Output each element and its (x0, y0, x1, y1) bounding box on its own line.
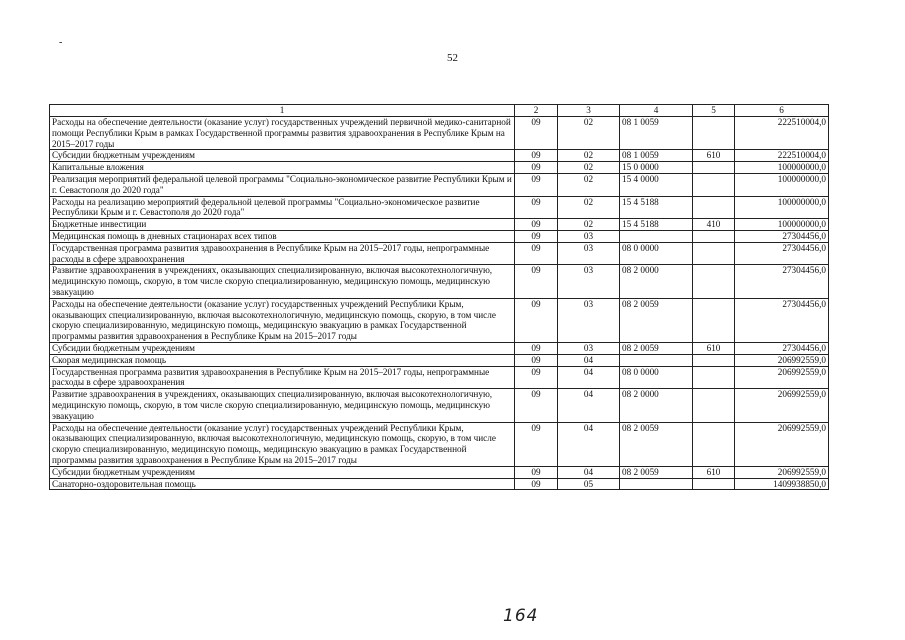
table-row (50, 342, 829, 354)
row-expense-type (693, 265, 735, 298)
row-expense-type (693, 196, 735, 219)
row-expense-type (693, 354, 735, 366)
row-expense-type: 610 (693, 466, 735, 478)
row-subsection: 04 (558, 389, 620, 422)
table-row (50, 219, 829, 231)
row-expense-type: 410 (693, 219, 735, 231)
page-number: 52 (447, 52, 458, 64)
table-row (50, 366, 829, 389)
table-body (50, 117, 829, 490)
header-col-4: 4 (620, 105, 693, 117)
row-target-article: 08 2 0059 (620, 342, 693, 354)
row-target-article: 15 4 5188 (620, 196, 693, 219)
header-col-1: 1 (50, 105, 515, 117)
row-amount: 206992559,0 (735, 354, 829, 366)
row-target-article: 08 0 0000 (620, 242, 693, 265)
row-amount: 1409938850,0 (735, 478, 829, 490)
row-expense-type (693, 389, 735, 422)
row-expense-type: 610 (693, 342, 735, 354)
table-header-row (50, 105, 829, 117)
row-target-article: 08 1 0059 (620, 117, 693, 150)
row-section: 09 (515, 242, 558, 265)
table-row (50, 478, 829, 490)
row-target-article: 15 4 0000 (620, 173, 693, 196)
table-row (50, 230, 829, 242)
row-amount: 222510004,0 (735, 150, 829, 162)
row-name: Реализация мероприятий федеральной целевой программы "Социально-экономическое развитие Республики Крым и г. Севастополя до 2020 года" (50, 173, 515, 196)
row-name: Санаторно-оздоровительная помощь (50, 478, 515, 490)
row-name: Субсидии бюджетным учреждениям (50, 466, 515, 478)
row-name: Бюджетные инвестиции (50, 219, 515, 231)
row-section: 09 (515, 162, 558, 174)
table-row (50, 389, 829, 422)
row-name: Государственная программа развития здравоохранения в Республике Крым на 2015–2017 годы, непрограммные расходы в сфере здравоохранения (50, 242, 515, 265)
row-name: Государственная программа развития здравоохранения в Республике Крым на 2015–2017 годы, непрограммные расходы в сфере здравоохранения (50, 366, 515, 389)
row-target-article: 08 2 0000 (620, 389, 693, 422)
row-target-article: 08 0 0000 (620, 366, 693, 389)
row-subsection: 02 (558, 150, 620, 162)
row-subsection: 03 (558, 242, 620, 265)
budget-table (49, 104, 829, 490)
row-subsection: 02 (558, 117, 620, 150)
row-amount: 100000000,0 (735, 196, 829, 219)
row-amount: 27304456,0 (735, 230, 829, 242)
row-expense-type (693, 242, 735, 265)
row-amount: 27304456,0 (735, 298, 829, 342)
row-section: 09 (515, 298, 558, 342)
row-expense-type: 610 (693, 150, 735, 162)
row-subsection: 04 (558, 422, 620, 466)
row-target-article (620, 478, 693, 490)
row-name: Расходы на обеспечение деятельности (оказание услуг) государственных учреждений Республики Крым, оказывающих специализированную, включая высокотехнологичную, медицинскую помощь, скорую, в том числе скорую специализированную, медицинскую помощь, медицинскую эвакуацию в рамках Государственной программы развития здравоохранения в Республике Крым на 2015–2017 годы (50, 422, 515, 466)
row-amount: 100000000,0 (735, 219, 829, 231)
row-name: Развитие здравоохранения в учреждениях, оказывающих специализированную, включая высокотехнологичную, медицинскую помощь, скорую, в том числе скорую специализированную, медицинскую помощь, медицинскую эвакуацию (50, 389, 515, 422)
row-expense-type (693, 478, 735, 490)
row-section: 09 (515, 389, 558, 422)
row-amount: 27304456,0 (735, 265, 829, 298)
row-section: 09 (515, 466, 558, 478)
row-target-article: 08 2 0059 (620, 466, 693, 478)
row-section: 09 (515, 478, 558, 490)
row-name: Субсидии бюджетным учреждениям (50, 342, 515, 354)
row-expense-type (693, 173, 735, 196)
row-subsection: 03 (558, 342, 620, 354)
row-section: 09 (515, 230, 558, 242)
table-row (50, 196, 829, 219)
row-subsection: 05 (558, 478, 620, 490)
row-section: 09 (515, 366, 558, 389)
table-row (50, 242, 829, 265)
row-section: 09 (515, 354, 558, 366)
handwritten-page-number: 164 (503, 606, 539, 626)
row-target-article: 15 0 0000 (620, 162, 693, 174)
row-amount: 206992559,0 (735, 422, 829, 466)
row-expense-type (693, 366, 735, 389)
row-subsection: 04 (558, 466, 620, 478)
table-row (50, 173, 829, 196)
row-expense-type (693, 298, 735, 342)
row-section: 09 (515, 219, 558, 231)
row-subsection: 03 (558, 298, 620, 342)
table-row (50, 265, 829, 298)
row-target-article: 08 2 0059 (620, 298, 693, 342)
row-amount: 206992559,0 (735, 366, 829, 389)
row-section: 09 (515, 196, 558, 219)
row-amount: 206992559,0 (735, 466, 829, 478)
row-name: Расходы на обеспечение деятельности (оказание услуг) государственных учреждений Республики Крым, оказывающих специализированную, включая высокотехнологичную, медицинскую помощь, скорую, в том числе скорую специализированную, медицинскую помощь, медицинскую эвакуацию в рамках Государственной программы развития здравоохранения в Республике Крым на 2015–2017 годы (50, 298, 515, 342)
row-subsection: 03 (558, 230, 620, 242)
row-amount: 222510004,0 (735, 117, 829, 150)
table-row (50, 150, 829, 162)
row-subsection: 02 (558, 219, 620, 231)
row-name: Капитальные вложения (50, 162, 515, 174)
row-expense-type (693, 230, 735, 242)
row-target-article: 15 4 5188 (620, 219, 693, 231)
row-target-article: 08 1 0059 (620, 150, 693, 162)
row-section: 09 (515, 150, 558, 162)
table-row (50, 298, 829, 342)
row-name: Субсидии бюджетным учреждениям (50, 150, 515, 162)
row-section: 09 (515, 173, 558, 196)
row-section: 09 (515, 422, 558, 466)
row-name: Расходы на обеспечение деятельности (оказание услуг) государственных учреждений первичной медико-санитарной помощи Республики Крым в рамках Государственной программы развития здравоохранения в Республике Крым на 2015–2017 годы (50, 117, 515, 150)
row-subsection: 04 (558, 366, 620, 389)
row-target-article (620, 354, 693, 366)
row-amount: 100000000,0 (735, 162, 829, 174)
table-row (50, 117, 829, 150)
row-amount: 27304456,0 (735, 342, 829, 354)
row-target-article (620, 230, 693, 242)
corner-mark: - (59, 37, 63, 48)
row-expense-type (693, 117, 735, 150)
row-amount: 100000000,0 (735, 173, 829, 196)
row-expense-type (693, 422, 735, 466)
row-name: Медицинская помощь в дневных стационарах всех типов (50, 230, 515, 242)
header-col-2: 2 (515, 105, 558, 117)
row-section: 09 (515, 265, 558, 298)
row-name: Скорая медицинская помощь (50, 354, 515, 366)
row-expense-type (693, 162, 735, 174)
row-subsection: 02 (558, 173, 620, 196)
header-col-6: 6 (735, 105, 829, 117)
row-subsection: 02 (558, 196, 620, 219)
row-name: Расходы на реализацию мероприятий федеральной целевой программы "Социально-экономическое развитие Республики Крым и г. Севастополя до 2020 года" (50, 196, 515, 219)
table-row (50, 422, 829, 466)
row-amount: 27304456,0 (735, 242, 829, 265)
row-section: 09 (515, 117, 558, 150)
table-row (50, 162, 829, 174)
row-name: Развитие здравоохранения в учреждениях, оказывающих специализированную, включая высокотехнологичную, медицинскую помощь, скорую, в том числе скорую специализированную, медицинскую помощь, медицинскую эвакуацию (50, 265, 515, 298)
row-target-article: 08 2 0059 (620, 422, 693, 466)
row-amount: 206992559,0 (735, 389, 829, 422)
header-col-3: 3 (558, 105, 620, 117)
table-row (50, 466, 829, 478)
row-target-article: 08 2 0000 (620, 265, 693, 298)
row-section: 09 (515, 342, 558, 354)
row-subsection: 02 (558, 162, 620, 174)
row-subsection: 03 (558, 265, 620, 298)
header-col-5: 5 (693, 105, 735, 117)
row-subsection: 04 (558, 354, 620, 366)
table-row (50, 354, 829, 366)
